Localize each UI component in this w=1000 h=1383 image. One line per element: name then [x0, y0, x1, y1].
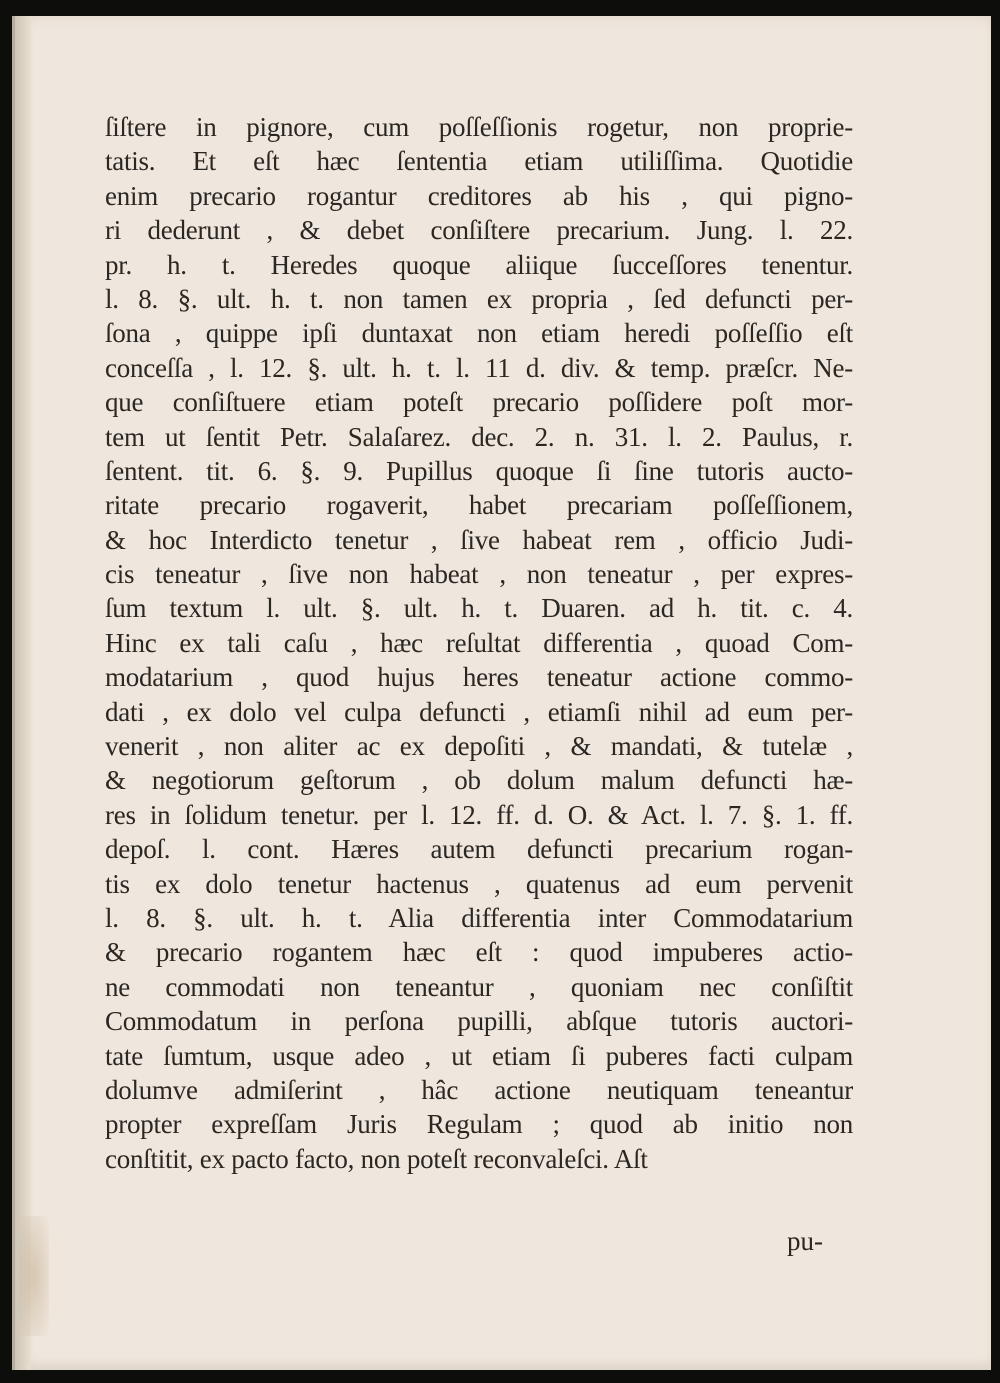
page-binding-shadow: [15, 16, 31, 1370]
text-line: que conſiſtuere etiam poteſt precario poſſidere poſt mor-: [105, 387, 853, 418]
text-line: l. 8. §. ult. h. t. Alia differentia inter Commodatarium: [105, 902, 853, 933]
text-line: dati , ex dolo vel culpa defuncti , etiamſi nihil ad eum per-: [105, 696, 853, 727]
text-line: tem ut ſentit Petr. Salaſarez. dec. 2. n. 31. l. 2. Paulus, r.: [105, 421, 853, 452]
text-line: tate ſumtum, usque adeo , ut etiam ſi puberes facti culpam: [105, 1040, 853, 1071]
text-line: & hoc Interdicto tenetur , ſive habeat rem , officio Judi-: [105, 524, 853, 555]
paper-stain: [19, 1216, 49, 1336]
book-page: [12, 16, 991, 1370]
text-line: propter expreſſam Juris Regulam ; quod ab initio non: [105, 1109, 853, 1140]
text-line: & precario rogantem hæc eſt : quod impuberes actio-: [105, 937, 853, 968]
text-line: res in ſolidum tenetur. per l. 12. ff. d. O. & Act. l. 7. §. 1. ff.: [105, 799, 853, 830]
text-line: dolumve admiſerint , hâc actione neutiquam teneantur: [105, 1074, 853, 1105]
text-line: tatis. Et eſt hæc ſententia etiam utiliſſima. Quotidie: [105, 146, 853, 177]
text-line: pr. h. t. Heredes quoque aliique ſucceſſores tenentur.: [105, 249, 853, 280]
text-line: ritate precario rogaverit, habet precariam poſſeſſionem,: [105, 490, 853, 521]
text-line: tis ex dolo tenetur hactenus , quatenus ad eum pervenit: [105, 868, 853, 899]
text-line: l. 8. §. ult. h. t. non tamen ex propria , ſed defuncti per-: [105, 283, 853, 314]
text-line: ſiſtere in pignore, cum poſſeſſionis rogetur, non proprie-: [105, 112, 853, 142]
text-line: conceſſa , l. 12. §. ult. h. t. l. 11 d. div. & temp. præſcr. Ne-: [105, 352, 853, 383]
text-line: depoſ. l. cont. Hæres autem defuncti precarium rogan-: [105, 834, 853, 865]
text-line: enim precario rogantur creditores ab his , qui pigno-: [105, 180, 853, 211]
text-line: ſentent. tit. 6. §. 9. Pupillus quoque ſi ſine tutoris aucto-: [105, 455, 853, 486]
text-line: & negotiorum geſtorum , ob dolum malum defuncti hæ-: [105, 765, 853, 796]
text-line: ne commodati non teneantur , quoniam nec conſiſtit: [105, 971, 853, 1002]
text-line: modatarium , quod hujus heres teneatur actione commo-: [105, 662, 853, 693]
text-line: ſum textum l. ult. §. ult. h. t. Duaren. ad h. tit. c. 4.: [105, 593, 853, 624]
text-line: ſona , quippe ipſi duntaxat non etiam heredi poſſeſſio eſt: [105, 318, 853, 349]
text-line: conſtitit, ex pacto facto, non poteſt reconvaleſci. Aſt: [105, 1143, 648, 1174]
catchword: pu-: [787, 1226, 823, 1256]
text-line: Commodatum in perſona pupilli, abſque tutoris auctori-: [105, 1006, 853, 1037]
text-line: venerit , non aliter ac ex depoſiti , & mandati, & tutelæ ,: [105, 731, 853, 762]
text-line: ri dederunt , & debet conſiſtere precarium. Jung. l. 22.: [105, 215, 853, 246]
text-line: cis teneatur , ſive non habeat , non teneatur , per expres-: [105, 559, 853, 590]
text-line: Hinc ex tali caſu , hæc reſultat differentia , quoad Com-: [105, 627, 853, 658]
body-text: [105, 110, 853, 1176]
